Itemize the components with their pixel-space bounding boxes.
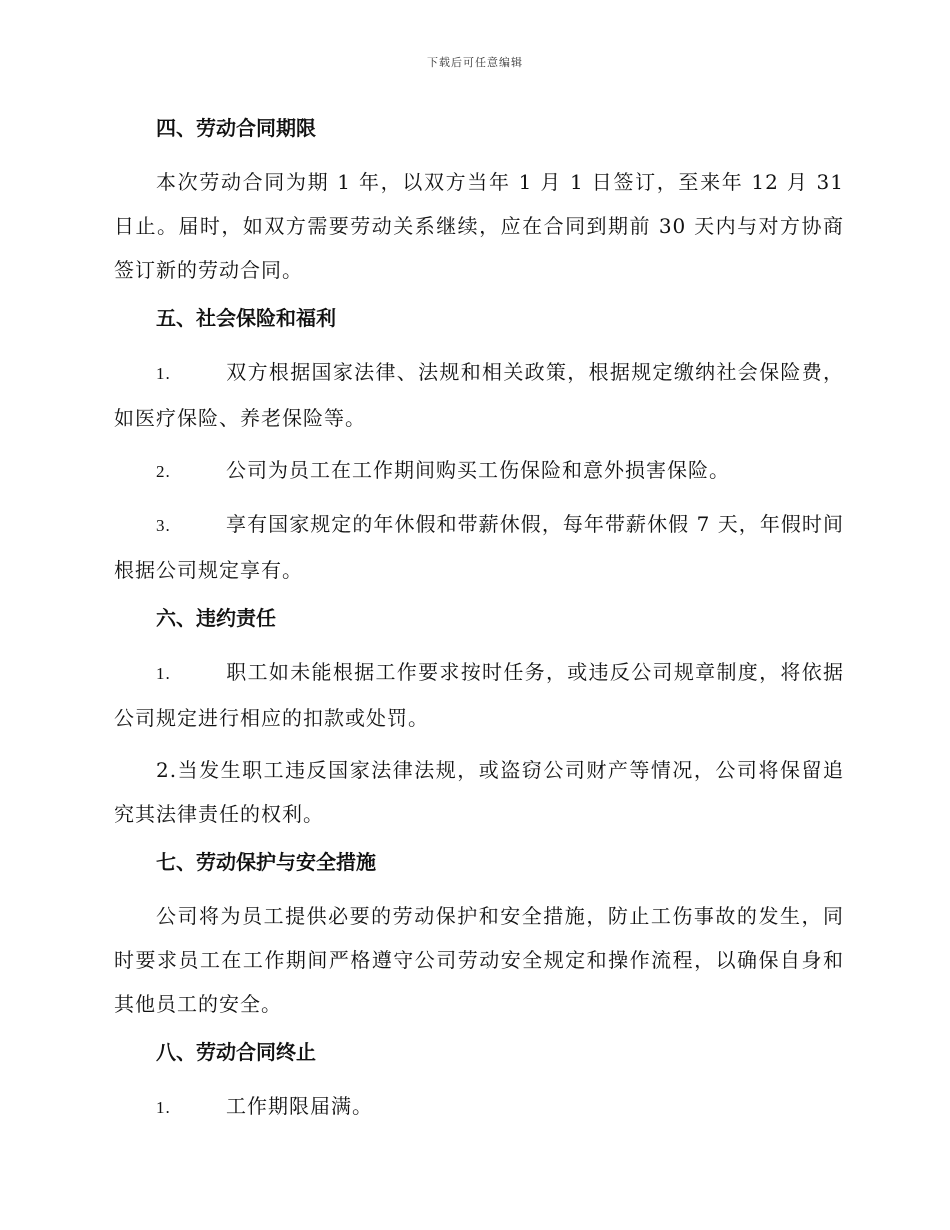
list-item — [114, 448, 844, 494]
list-item — [114, 1084, 844, 1130]
list-number: 1. — [156, 364, 171, 383]
page-header: 下载后可任意编辑 — [427, 56, 523, 69]
list-number: 3. — [156, 516, 171, 535]
section-heading-safety: 七、劳动保护与安全措施 — [156, 850, 376, 874]
section-heading-term: 四、劳动合同期限 — [156, 116, 316, 140]
list-number: 1. — [156, 1098, 171, 1117]
list-item — [114, 502, 844, 592]
list-item-text: 双方根据国家法律、法规和相关政策，根据规定缴纳社会保险费，如医疗保险、养老保险等。 — [114, 360, 844, 430]
document-body — [114, 110, 844, 1138]
paragraph-contract-term: 本次劳动合同为期 1 年，以双方当年 1 月 1 日签订，至来年 12 月 31 日止。届时，如双方需要劳动关系继续，应在合同到期前 30 天内与对方协商签订新的劳动合同。 — [114, 170, 844, 282]
list-item-text: 工作期限届满。 — [226, 1094, 373, 1118]
paragraph-safety: 公司将为员工提供必要的劳动保护和安全措施，防止工伤事故的发生，同时要求员工在工作期间严格遵守公司劳动安全规定和操作流程，以确保自身和其他员工的安全。 — [114, 904, 844, 1016]
list-item — [114, 650, 844, 740]
section-heading-liability: 六、违约责任 — [156, 606, 276, 630]
list-item-text: 职工如未能根据工作要求按时任务，或违反公司规章制度，将依据公司规定进行相应的扣款或处罚。 — [114, 660, 844, 730]
section-heading-termination: 八、劳动合同终止 — [156, 1040, 316, 1064]
list-number: 1. — [156, 664, 171, 683]
list-item-inline: 2.当发生职工违反国家法律法规，或盗窃公司财产等情况，公司将保留追究其法律责任的权利。 — [114, 758, 844, 826]
section-heading-insurance: 五、社会保险和福利 — [156, 306, 336, 330]
list-item-text: 公司为员工在工作期间购买工伤保险和意外损害保险。 — [226, 458, 730, 482]
list-item — [114, 350, 844, 440]
list-item-text: 享有国家规定的年休假和带薪休假，每年带薪休假 7 天，年假时间根据公司规定享有。 — [114, 512, 844, 582]
list-number: 2. — [156, 462, 171, 481]
